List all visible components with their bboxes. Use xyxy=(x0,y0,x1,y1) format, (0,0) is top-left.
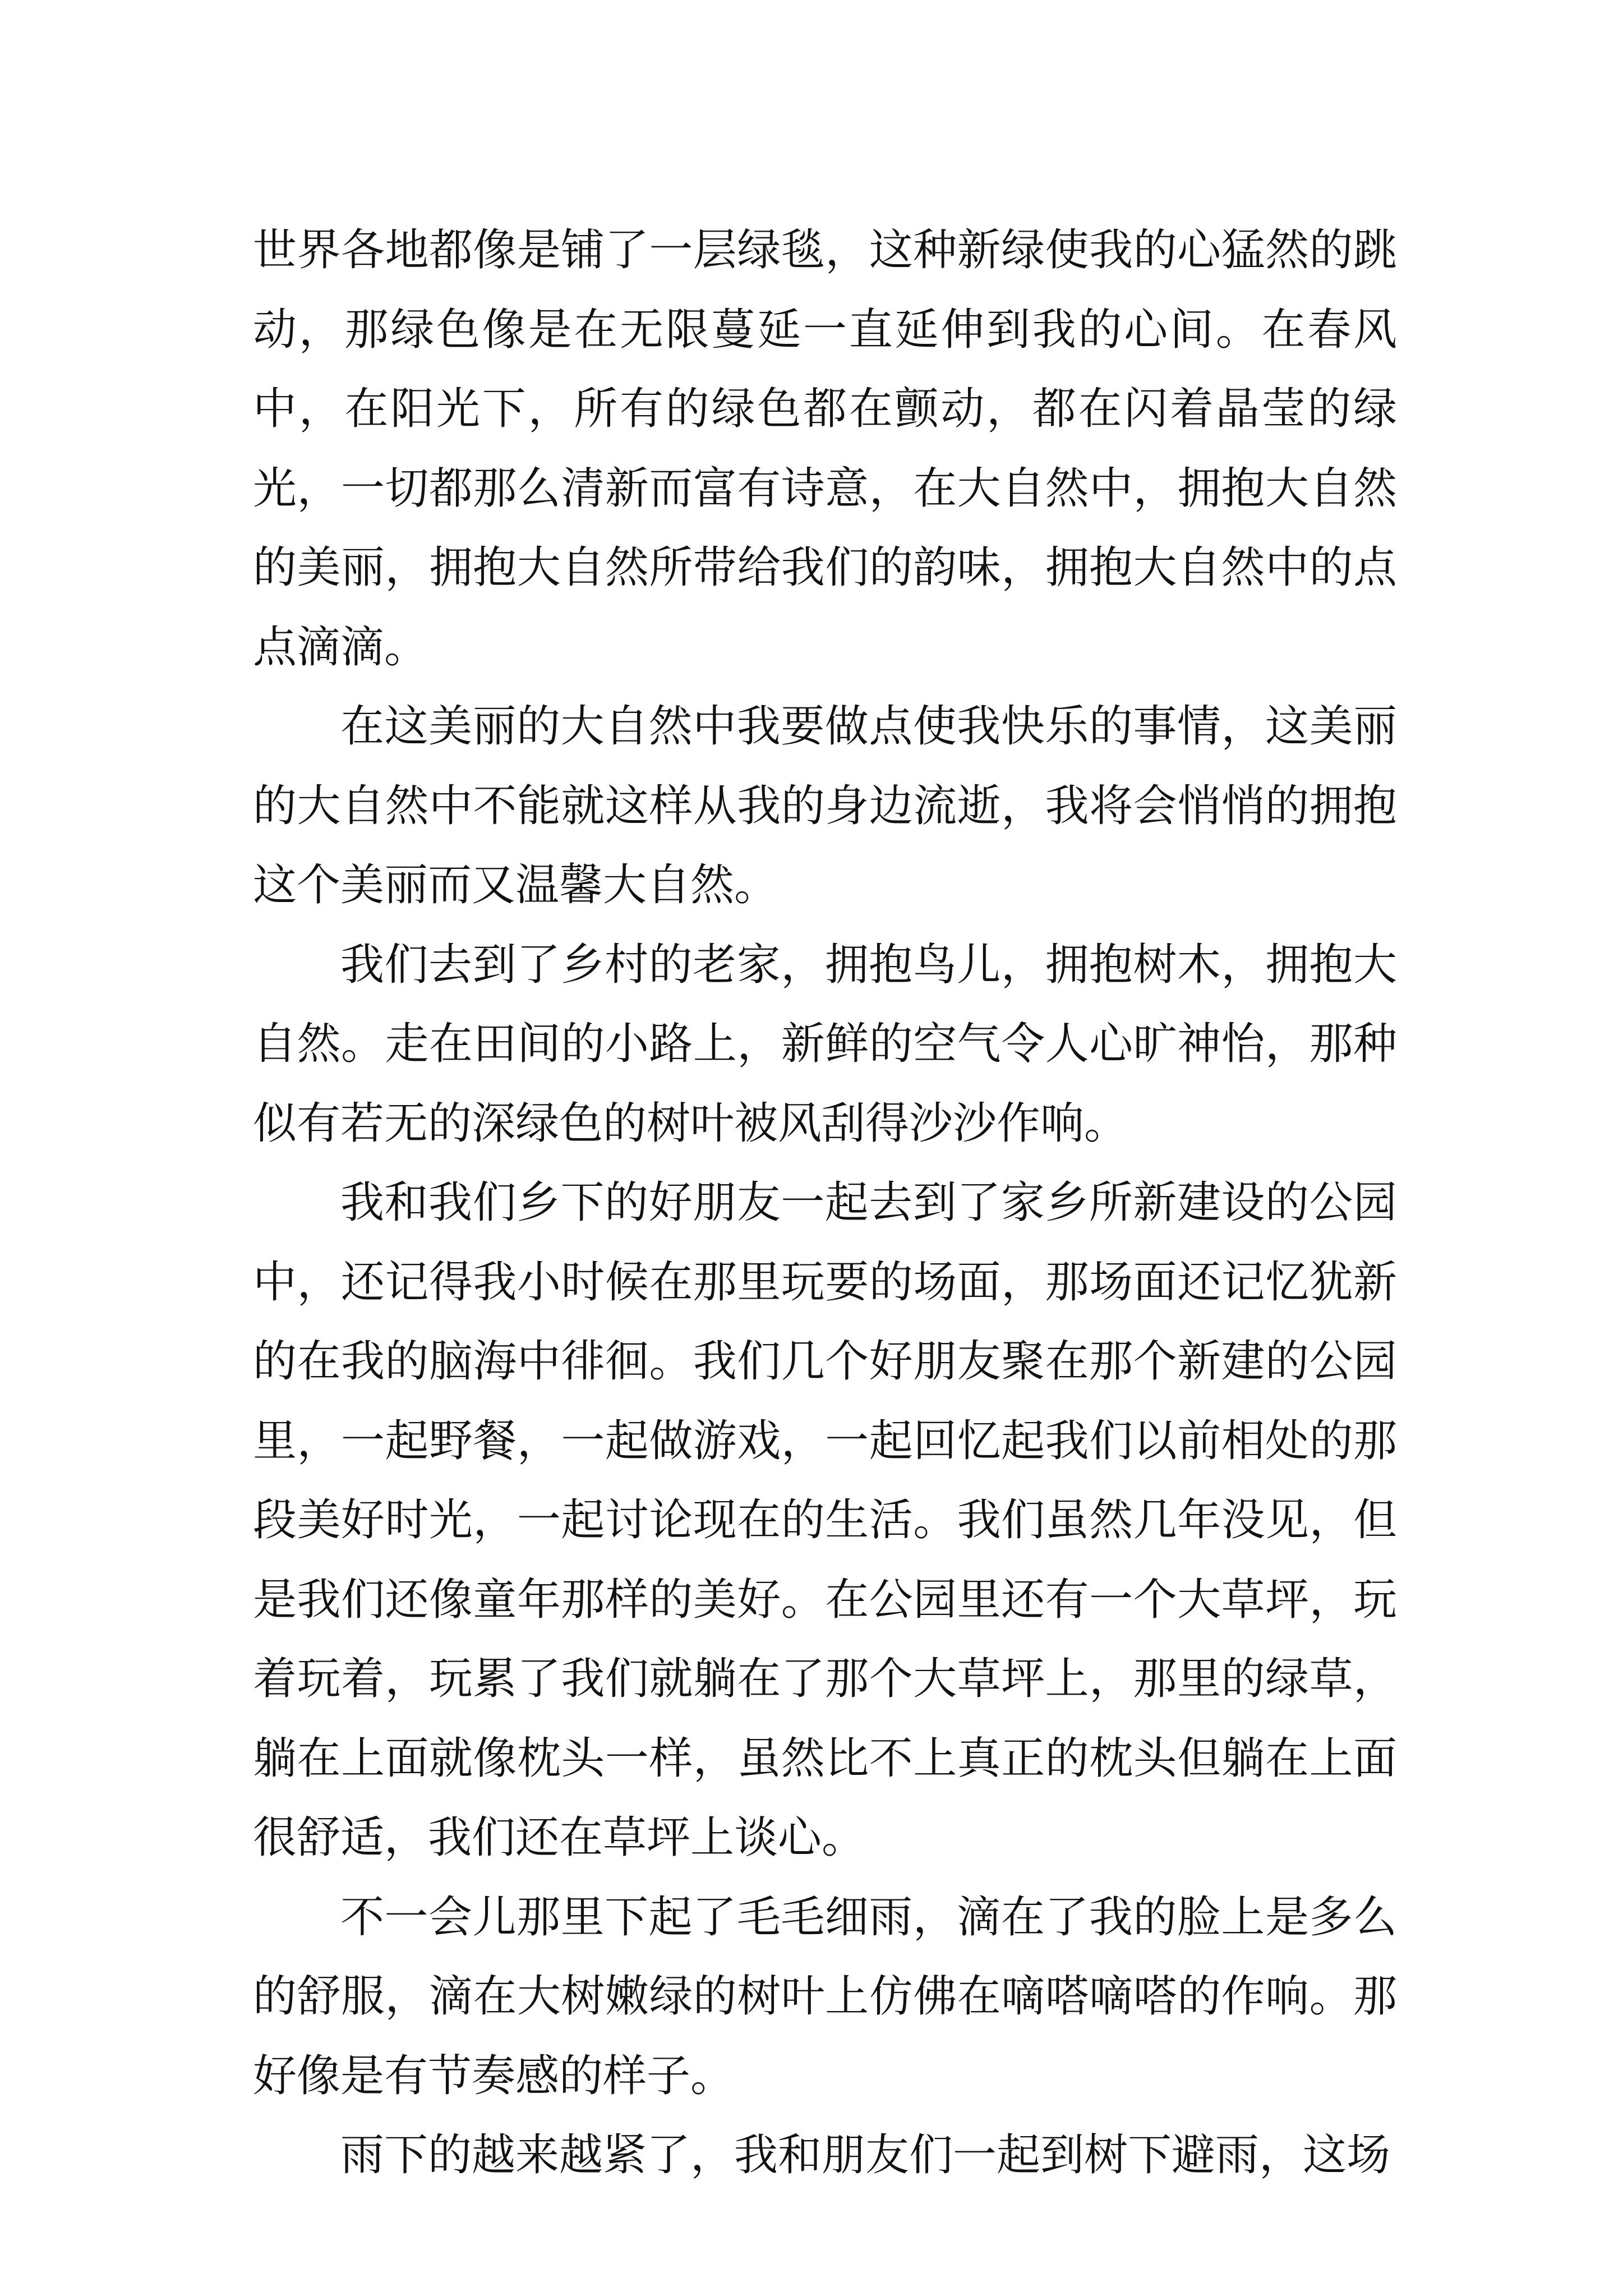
paragraph-3: 我们去到了乡村的老家，拥抱鸟儿，拥抱树木，拥抱大自然。走在田间的小路上，新鲜的空气令人心旷神怡，那种似有若无的深绿色的树叶被风刮得沙沙作响。 xyxy=(253,939,1397,1149)
paragraph-2: 在这美丽的大自然中我要做点使我快乐的事情，这美丽的大自然中不能就这样从我的身边流逝，我将会悄悄的拥抱这个美丽而又温馨大自然。 xyxy=(253,701,1397,910)
paragraph-1: 世界各地都像是铺了一层绿毯，这种新绿使我的心猛然的跳动，那绿色像是在无限蔓延一直延伸到我的心间。在春风中，在阳光下，所有的绿色都在颤动，都在闪着晶莹的绿光，一切都那么清新而富有诗意，在大自然中，拥抱大自然的美丽，拥抱大自然所带给我们的韵味，拥抱大自然中的点点滴滴。 xyxy=(253,225,1397,673)
paragraph-5: 不一会儿那里下起了毛毛细雨，滴在了我的脸上是多么的舒服，滴在大树嫩绿的树叶上仿佛在嘀嗒嘀嗒的作响。那好像是有节奏感的样子。 xyxy=(253,1892,1397,2101)
paragraph-4: 我和我们乡下的好朋友一起去到了家乡所新建设的公园中，还记得我小时候在那里玩要的场面，那场面还记忆犹新的在我的脑海中徘徊。我们几个好朋友聚在那个新建的公园里，一起野餐，一起做游戏，一起回忆起我们以前相处的那段美好时光，一起讨论现在的生活。我们虽然几年没见，但是我们还像童年那样的美好。在公园里还有一个大草坪，玩着玩着，玩累了我们就躺在了那个大草坪上，那里的绿草，躺在上面就像枕头一样，虽然比不上真正的枕头但躺在上面很舒适，我们还在草坪上谈心。 xyxy=(253,1177,1397,1863)
document-body xyxy=(253,211,1397,2196)
paragraph-6: 雨下的越来越紧了，我和朋友们一起到树下避雨，这场 xyxy=(340,2130,1391,2180)
